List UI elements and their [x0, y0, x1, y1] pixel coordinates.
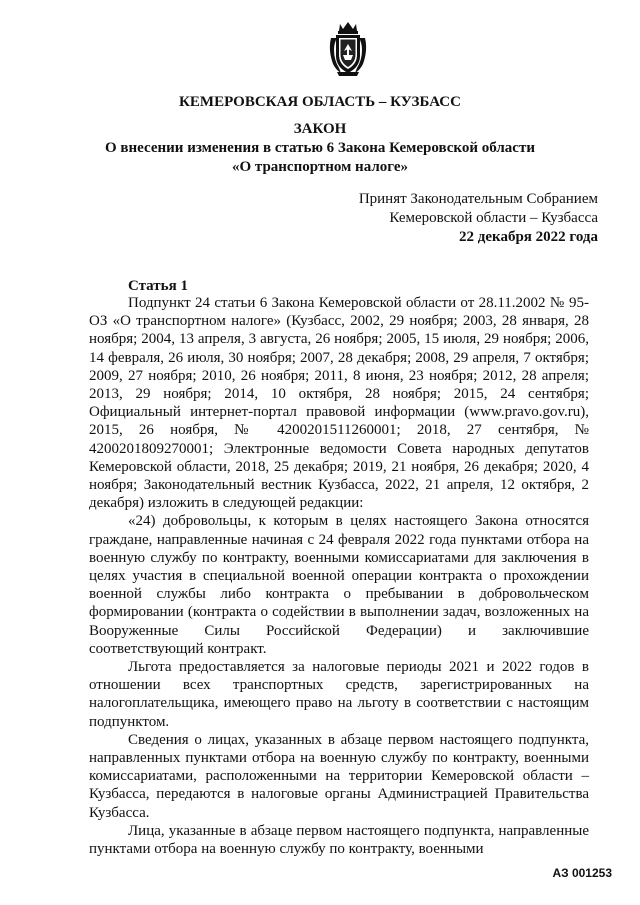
paragraph-2: «24) добровольцы, к которым в целях настоящего Закона относятся граждане, направленные начиная с 24 февраля 2022 года пунктами отбора на военную службу по контракту, военными комиссариатами для заключения в целях участия в специальной военной операции контракта о прохождении военной службы либо контракта о пребывании в добровольческом формировании (контракта о содействии в выполнении задач, возложенных на Вооруженные Силы Российской Федерации) и заключившие соответствующий контракт.	[89, 513, 589, 657]
region-heading: КЕМЕРОВСКАЯ ОБЛАСТЬ – КУЗБАСС	[179, 94, 461, 110]
document-type-heading: ЗАКОН	[293, 121, 347, 137]
law-title	[0, 139, 640, 177]
adoption-date: 22 декабря 2022 года	[459, 229, 598, 245]
article-body	[89, 294, 589, 858]
article-title: Статья 1	[128, 278, 188, 294]
serial-number: АЗ 001253	[552, 866, 612, 880]
law-title-line-1: О внесении изменения в статью 6 Закона Кемеровской области	[105, 140, 535, 156]
paragraph-5: Лица, указанные в абзаце первом настоящего подпункта, направленные пунктами отбора на военную службу по контракту, военными	[89, 822, 589, 858]
adoption-block	[359, 190, 598, 247]
coat-of-arms-icon	[327, 20, 369, 78]
adoption-line-1: Принят Законодательным Собранием	[358, 191, 598, 207]
paragraph-3: Льгота предоставляется за налоговые периоды 2021 и 2022 годов в отношении всех транспортных средств, зарегистрированных на налогоплательщика, имеющего право на льготу в соответствии с настоящим подпунктом.	[89, 659, 589, 730]
paragraph-1: Подпункт 24 статьи 6 Закона Кемеровской области от 28.11.2002 № 95-ОЗ «О транспортном налоге» (Кузбасс, 2002, 29 ноября; 2003, 28 января, 28 ноября; 2004, 13 апреля, 3 августа, 26 ноября; 2005, 15 июля, 29 ноября; 2006, 14 февраля, 26 июля, 30 ноября; 2007, 28 декабря; 2008, 29 апреля, 7 октября; 2009, 27 ноября; 2010, 26 ноября; 2011, 8 июня, 23 ноября; 2012, 28 апреля; 2013, 29 ноября; 2014, 10 октября, 28 ноября; 2015, 24 сентября; Официальный интернет-портал правовой информации (www.pravo.gov.ru), 2015, 26 ноября, № 4200201511260001; 2018, 27 сентября, № 4200201809270001; Электронные ведомости Совета народных депутатов Кемеровской области, 2018, 25 декабря; 2019, 21 ноября, 26 декабря; 2020, 4 ноября; Законодательный вестник Кузбасса, 2022, 21 апреля, 12 октября, 2 декабря) изложить в следующей редакции:	[89, 295, 589, 512]
paragraph-4: Сведения о лицах, указанных в абзаце первом настоящего подпункта, направленных пунктами отбора на военную службу по контракту, военными комиссариатами, расположенными на территории Кемеровской области – Кузбасса, передаются в налоговые органы Администрацией Правительства Кузбасса.	[89, 731, 589, 821]
adoption-line-2: Кемеровской области – Кузбасса	[389, 210, 598, 226]
law-title-line-2: «О транспортном налоге»	[231, 159, 409, 175]
